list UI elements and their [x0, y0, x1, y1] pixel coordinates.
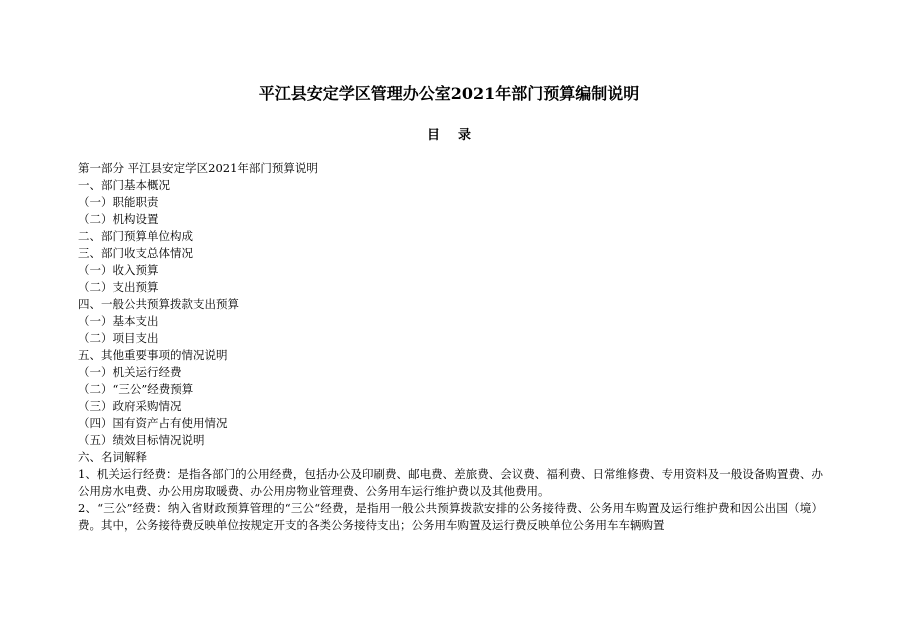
glossary-section — [78, 466, 823, 534]
toc-heading: 目录 — [426, 128, 489, 143]
toc-item: （四）国有资产占有使用情况 — [78, 416, 228, 430]
toc-item: （二）“三公”经费预算 — [78, 382, 194, 396]
toc-item: （一）职能职责 — [78, 195, 159, 209]
toc-item: （五）绩效目标情况说明 — [78, 433, 205, 447]
toc-item: （一）基本支出 — [78, 314, 159, 328]
toc-item: 四、一般公共预算拨款支出预算 — [78, 297, 239, 311]
glossary-paragraph: 2、“三公”经费：纳入省财政预算管理的“三公“经费，是指用一般公共预算拨款安排的公务接待费、公务用车购置及运行维护费和因公出国（境）费。其中，公务接待费反映单位按规定开支的各类公务接待支出；公务用车购置及运行费反映单位公务用车车辆购置 — [78, 501, 823, 532]
toc-item: （二）项目支出 — [78, 331, 159, 345]
toc-item: 六、名词解释 — [78, 450, 147, 464]
table-of-contents — [78, 160, 838, 466]
toc-item: （三）政府采购情况 — [78, 399, 182, 413]
toc-item: 五、其他重要事项的情况说明 — [78, 348, 228, 362]
toc-item: 三、部门收支总体情况 — [78, 246, 193, 260]
document-title: 平江县安定学区管理办公室2021年部门预算编制说明 — [258, 84, 640, 103]
toc-item: 二、部门预算单位构成 — [78, 229, 193, 243]
glossary-paragraph: 1、机关运行经费：是指各部门的公用经费，包括办公及印刷费、邮电费、差旅费、会议费、福利费、日常维修费、专用资料及一般设备购置费、办公用房水电费、办公用房取暖费、办公用房物业管理费、公务用车运行维护费以及其他费用。 — [78, 467, 823, 498]
toc-item: （一）收入预算 — [78, 263, 159, 277]
toc-item: （二）支出预算 — [78, 280, 159, 294]
toc-item: （一）机关运行经费 — [78, 365, 182, 379]
toc-item: 第一部分 平江县安定学区2021年部门预算说明 — [78, 161, 318, 175]
toc-item: （二）机构设置 — [78, 212, 159, 226]
toc-item: 一、部门基本概况 — [78, 178, 170, 192]
